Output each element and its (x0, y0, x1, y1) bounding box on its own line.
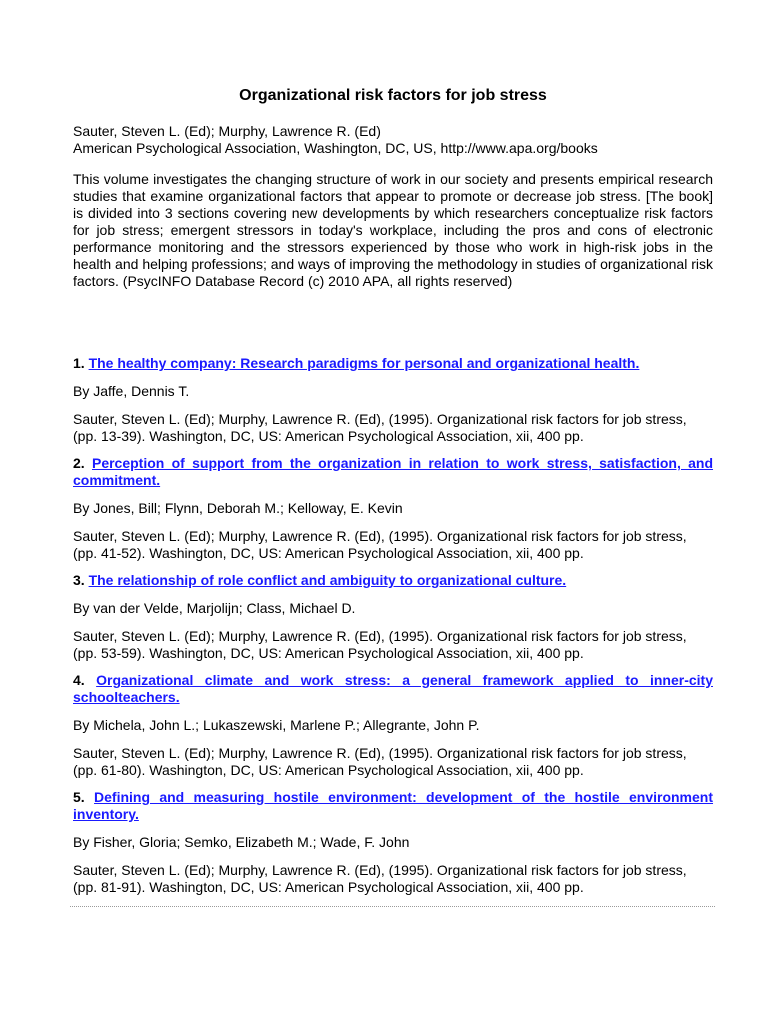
chapter-citation: Sauter, Steven L. (Ed); Murphy, Lawrence R. (Ed), (1995). Organizational risk factors for job stress, (pp. 53-59). Washington, DC, US: American Psychological Association, xii, 400 pp. (73, 628, 687, 661)
document-header (73, 86, 713, 290)
chapter-entry (73, 355, 713, 445)
publisher-line: American Psychological Association, Washington, DC, US, http://www.apa.org/books (73, 140, 598, 156)
chapter-entry (73, 672, 713, 779)
chapter-heading (73, 672, 713, 706)
chapter-number: 4. (73, 672, 85, 688)
chapter-entry (73, 572, 713, 662)
chapter-number: 2. (73, 455, 85, 471)
chapter-authors: By Michela, John L.; Lukaszewski, Marlene P.; Allegrante, John P. (73, 717, 480, 733)
chapter-heading (73, 355, 713, 372)
chapter-number: 3. (73, 572, 85, 588)
abstract-paragraph: This volume investigates the changing structure of work in our society and presents empirical research studies that examine organizational factors that appear to promote or decrease job stress. [The book] is divided into 3 sections covering new developments by which researchers conceptualize risk factors for job stress; emergent stressors in today's workplace, including the pros and cons of electronic performance monitoring and the stressors experienced by those who work in high-risk jobs in the health and helping professions; and ways of improving the methodology in studies of organizational risk factors. (PsycINFO Database Record (c) 2010 APA, all rights reserved) (73, 171, 713, 289)
chapter-citation: Sauter, Steven L. (Ed); Murphy, Lawrence R. (Ed), (1995). Organizational risk factors for job stress, (pp. 81-91). Washington, DC, US: American Psychological Association, xii, 400 pp. (73, 862, 687, 895)
editors-line: Sauter, Steven L. (Ed); Murphy, Lawrence R. (Ed) (73, 123, 381, 139)
document-meta (73, 123, 713, 157)
chapter-heading (73, 572, 713, 589)
chapter-authors: By van der Velde, Marjolijn; Class, Michael D. (73, 600, 356, 616)
chapter-entry (73, 455, 713, 562)
chapter-title-link[interactable]: Perception of support from the organization in relation to work stress, satisfaction, and commitment. (73, 455, 714, 488)
chapter-heading (73, 789, 713, 823)
document-title: Organizational risk factors for job stress (239, 87, 547, 104)
chapter-list (73, 355, 713, 906)
chapter-citation: Sauter, Steven L. (Ed); Murphy, Lawrence R. (Ed), (1995). Organizational risk factors for job stress, (pp. 13-39). Washington, DC, US: American Psychological Association, xii, 400 pp. (73, 411, 687, 444)
chapter-title-link[interactable]: The healthy company: Research paradigms for personal and organizational health. (88, 355, 640, 371)
chapter-title-link[interactable]: Defining and measuring hostile environment: development of the hostile environment inventory. (73, 789, 714, 822)
chapter-authors: By Jaffe, Dennis T. (73, 383, 190, 399)
chapter-title-link[interactable]: Organizational climate and work stress: a general framework applied to inner-city schoolteachers. (73, 672, 713, 705)
chapter-authors: By Jones, Bill; Flynn, Deborah M.; Kelloway, E. Kevin (73, 500, 403, 516)
chapter-entry (73, 789, 713, 896)
chapter-title-link[interactable]: The relationship of role conflict and ambiguity to organizational culture. (88, 572, 567, 588)
chapter-citation: Sauter, Steven L. (Ed); Murphy, Lawrence R. (Ed), (1995). Organizational risk factors for job stress, (pp. 41-52). Washington, DC, US: American Psychological Association, xii, 400 pp. (73, 528, 687, 561)
chapter-authors: By Fisher, Gloria; Semko, Elizabeth M.; Wade, F. John (73, 834, 410, 850)
chapter-number: 1. (73, 355, 85, 371)
page-divider (70, 906, 715, 907)
chapter-number: 5. (73, 789, 85, 805)
chapter-citation: Sauter, Steven L. (Ed); Murphy, Lawrence R. (Ed), (1995). Organizational risk factors for job stress, (pp. 61-80). Washington, DC, US: American Psychological Association, xii, 400 pp. (73, 745, 687, 778)
chapter-heading (73, 455, 713, 489)
